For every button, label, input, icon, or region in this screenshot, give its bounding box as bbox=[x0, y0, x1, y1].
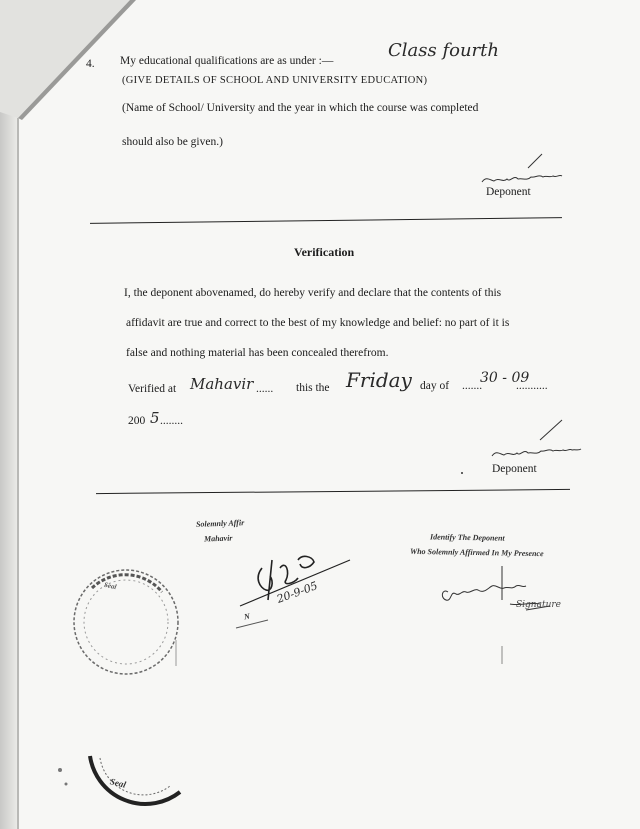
date-dots-after: ........... bbox=[516, 380, 548, 392]
instruction-line-2: should also be given.) bbox=[122, 136, 223, 148]
deponent-label-2: Deponent bbox=[492, 463, 537, 475]
year-handwritten: 5 bbox=[150, 409, 160, 427]
round-seal-text: Seal bbox=[103, 580, 118, 592]
bottom-seal-text: Seal bbox=[109, 776, 127, 790]
verification-line-1: I, the deponent abovenamed, do hereby verify and declare that the contents of this bbox=[124, 287, 502, 299]
left-stamp-line-2: Mahavir bbox=[203, 533, 233, 544]
this-the-label: this the bbox=[296, 382, 330, 394]
verification-heading: Verification bbox=[294, 245, 355, 259]
place-dots: ...... bbox=[256, 383, 274, 395]
year-dots: ........ bbox=[160, 415, 183, 427]
left-stamp-line-1: Solemnly Affir bbox=[195, 518, 245, 529]
right-stamp-line-2: Who Solemnly Affirmed In My Presence bbox=[409, 546, 544, 559]
date-dots-before: ....... bbox=[462, 380, 483, 392]
section-intro: My educational qualifications are as under :— bbox=[120, 55, 334, 67]
right-stamp-line-1: Identify The Deponent bbox=[429, 532, 505, 543]
identifier-signature-text: Signature bbox=[516, 600, 562, 610]
verification-line-3: false and nothing material has been concealed therefrom. bbox=[126, 347, 389, 359]
verified-place-handwritten: Mahavir bbox=[190, 375, 254, 393]
year-prefix: 200 bbox=[128, 415, 146, 427]
left-stamp-line-3: N bbox=[243, 611, 251, 622]
deponent-label-1: Deponent bbox=[486, 186, 531, 198]
instruction-line-1: (Name of School/ University and the year in which the course was completed bbox=[122, 102, 479, 114]
verified-day-handwritten: Friday bbox=[346, 368, 412, 392]
section-number: 4. bbox=[86, 58, 95, 70]
verification-line-2: affidavit are true and correct to the best of my knowledge and belief: no part of it is bbox=[126, 317, 510, 329]
instruction-caps: (GIVE DETAILS OF SCHOOL AND UNIVERSITY EDUCATION) bbox=[122, 75, 428, 86]
notary-signature-date: 20-9-05 bbox=[275, 579, 320, 606]
handwritten-qualification: Class fourth bbox=[388, 40, 499, 61]
verified-date-handwritten: 30 - 09 bbox=[480, 370, 530, 386]
day-of-label: day of bbox=[420, 380, 450, 392]
verified-at-label: Verified at bbox=[128, 383, 177, 395]
